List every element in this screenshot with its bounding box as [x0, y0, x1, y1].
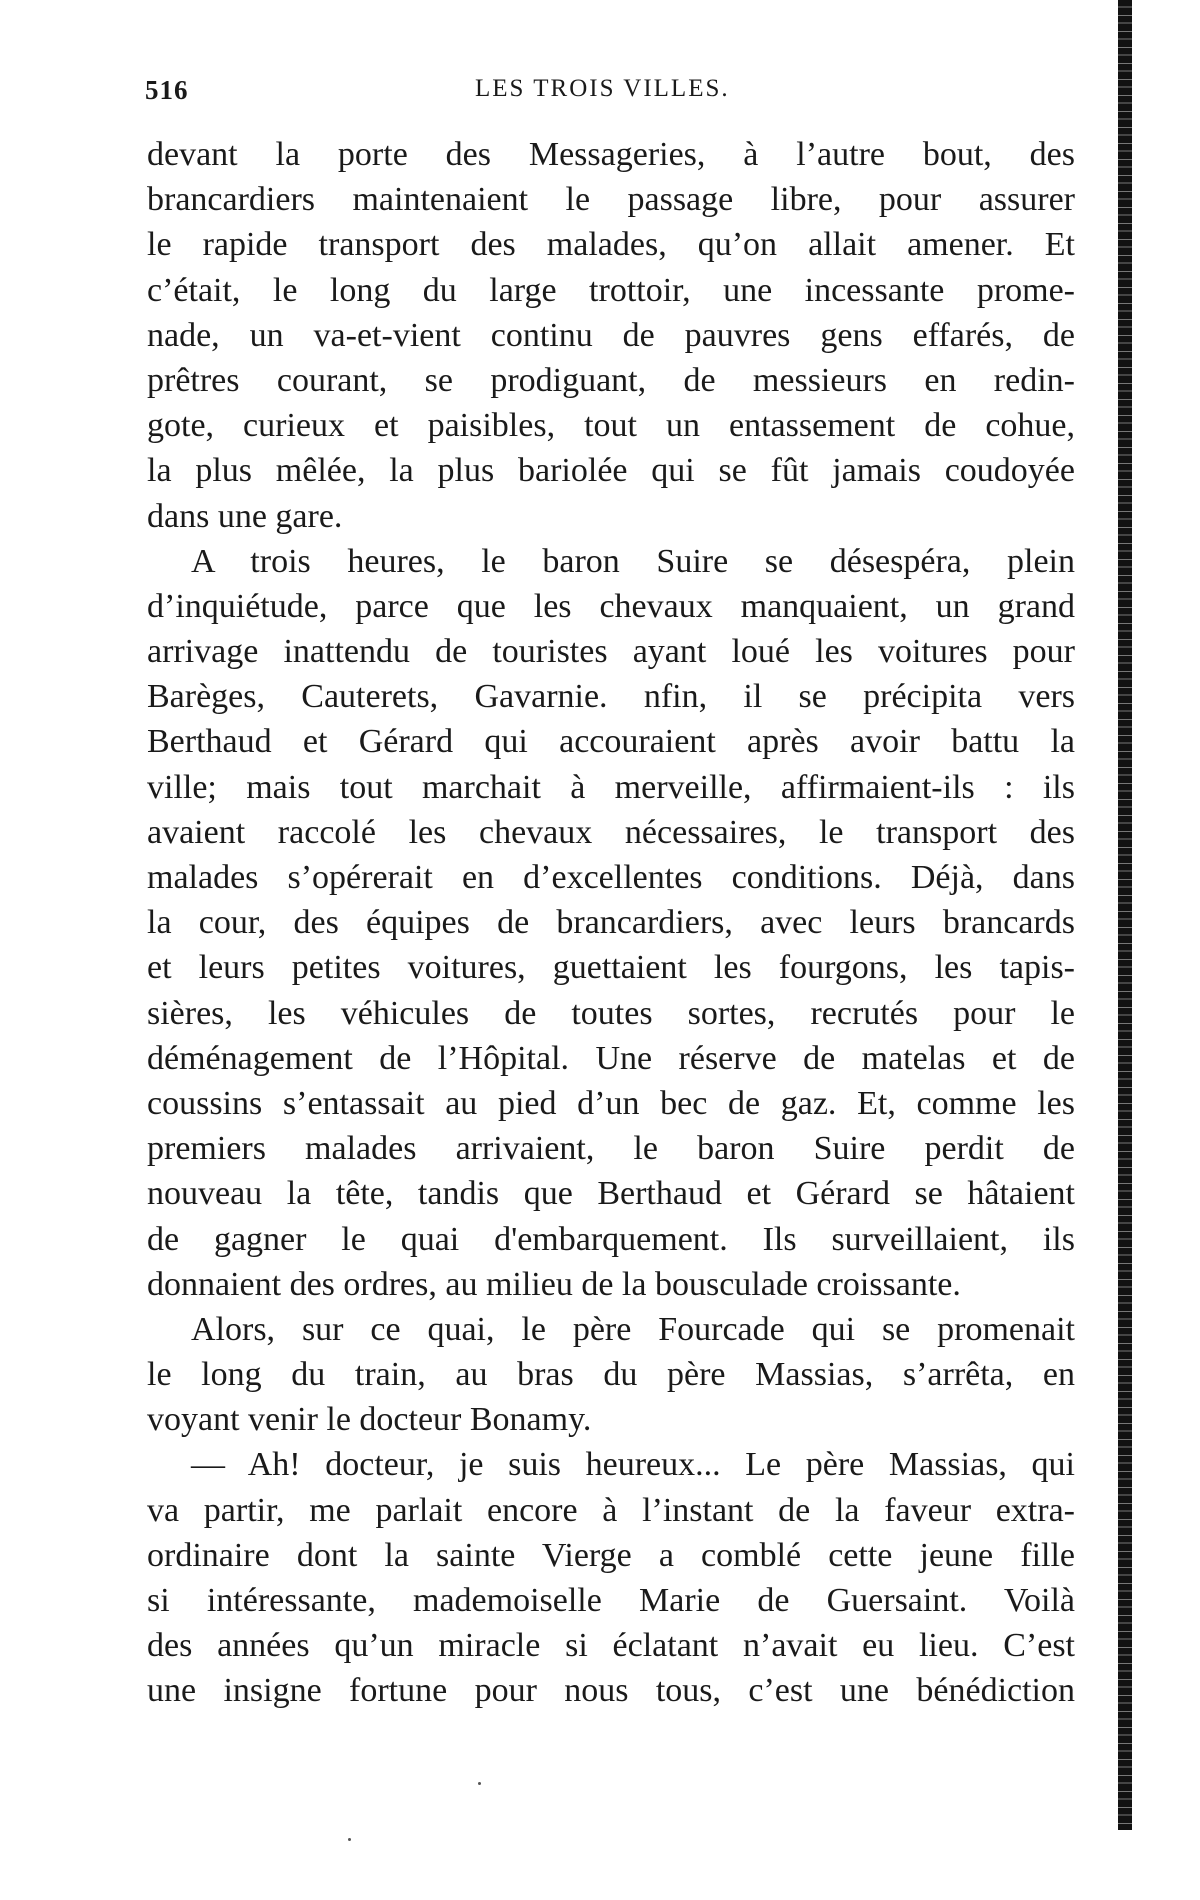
running-title: LES TROIS VILLES. — [475, 75, 730, 102]
text-line: devant la porte des Messageries, à l’autre bout, des — [147, 136, 1075, 173]
text-line: une insigne fortune pour nous tous, c’est une bénédiction — [147, 1672, 1075, 1710]
text-line: avaient raccolé les chevaux nécessaires, le transport des — [147, 813, 1075, 851]
text-line: Berthaud et Gérard qui accouraient après avoir battu la — [147, 723, 1075, 761]
text-line: de gagner le quai d'embarquement. Ils surveillaient, ils — [147, 1220, 1075, 1258]
text-line: premiers malades arrivaient, le baron Suire perdit de — [147, 1130, 1075, 1168]
text-line: dans une gare. — [147, 497, 343, 535]
text-line: ville; mais tout marchait à merveille, affirmaient-ils : ils — [147, 768, 1075, 806]
text-line: ordinaire dont la sainte Vierge a comblé cette jeune fille — [147, 1536, 1075, 1574]
text-line: nade, un va-et-vient continu de pauvres gens effarés, de — [147, 316, 1075, 354]
text-line: c’était, le long du large trottoir, une incessante prome- — [147, 271, 1075, 309]
text-line: voyant venir le docteur Bonamy. — [147, 1401, 592, 1439]
text-line: la cour, des équipes de brancardiers, avec leurs brancards — [147, 904, 1075, 942]
text-line: nouveau la tête, tandis que Berthaud et Gérard se hâtaient — [147, 1175, 1075, 1213]
text-line: — Ah! docteur, je suis heureux... Le père Massias, qui — [191, 1446, 1075, 1484]
text-line: A trois heures, le baron Suire se désespéra, plein — [191, 542, 1075, 580]
text-line: le long du train, au bras du père Massias, s’arrêta, en — [147, 1356, 1075, 1394]
page-header — [145, 75, 1075, 115]
text-line: le rapide transport des malades, qu’on allait amener. Et — [147, 226, 1075, 264]
text-line: sières, les véhicules de toutes sortes, recrutés pour le — [147, 994, 1075, 1032]
text-line: d’inquiétude, parce que les chevaux manquaient, un grand — [147, 587, 1075, 625]
text-line: prêtres courant, se prodiguant, de messieurs en redin- — [147, 361, 1075, 399]
text-line: et leurs petites voitures, guettaient les fourgons, les tapis- — [147, 949, 1075, 987]
body-text — [147, 132, 1075, 1714]
text-line: des années qu’un miracle si éclatant n’avait eu lieu. C’est — [147, 1627, 1075, 1665]
text-line: Barèges, Cauterets, Gavarnie. nfin, il se précipita vers — [147, 678, 1075, 716]
text-line: donnaient des ordres, au milieu de la bousculade croissante. — [147, 1265, 961, 1303]
text-line: déménagement de l’Hôpital. Une réserve de matelas et de — [147, 1039, 1075, 1077]
text-line: gote, curieux et paisibles, tout un entassement de cohue, — [147, 407, 1075, 445]
scan-speck — [478, 1782, 481, 1785]
text-line: Alors, sur ce quai, le père Fourcade qui se promenait — [191, 1310, 1075, 1348]
text-line: arrivage inattendu de touristes ayant loué les voitures pour — [147, 633, 1075, 671]
page-number: 516 — [145, 75, 189, 105]
text-line: coussins s’entassait au pied d’un bec de gaz. Et, comme les — [147, 1084, 1075, 1122]
scanned-page-edge — [1118, 0, 1132, 1830]
text-line: malades s’opérerait en d’excellentes conditions. Déjà, dans — [147, 859, 1075, 896]
scan-speck — [348, 1838, 351, 1841]
text-line: si intéressante, mademoiselle Marie de Guersaint. Voilà — [147, 1582, 1075, 1619]
text-line: va partir, me parlait encore à l’instant de la faveur extra- — [147, 1491, 1075, 1529]
text-line: la plus mêlée, la plus bariolée qui se fût jamais coudoyée — [147, 452, 1075, 490]
text-line: brancardiers maintenaient le passage libre, pour assurer — [147, 181, 1075, 219]
